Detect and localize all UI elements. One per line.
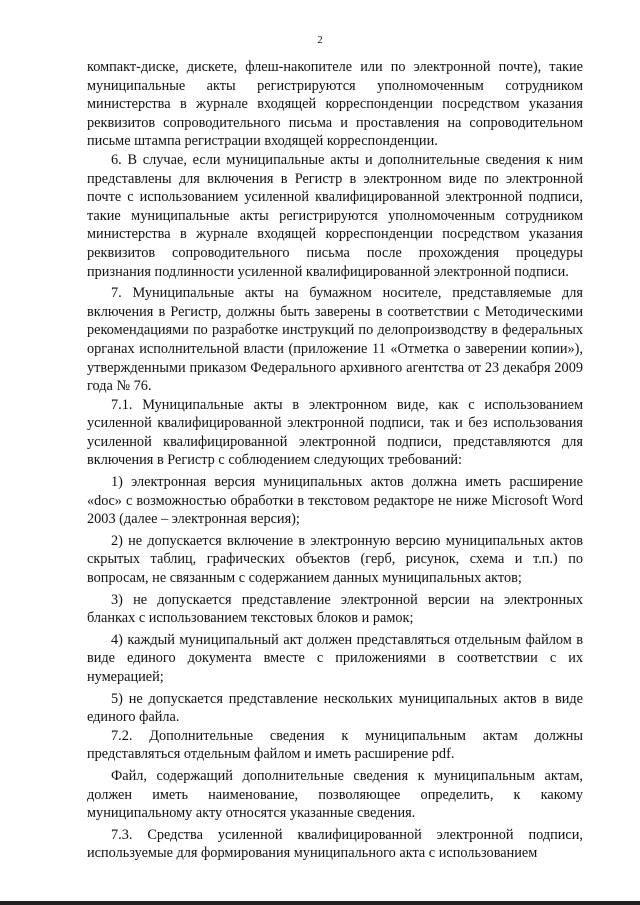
requirement-1: 1) электронная версия муниципальных актов должна иметь расширение «doc» с возможностью обработки в текстовом редакторе не ниже Microsoft Word 2003 (далее – электронная версия); [87,474,583,528]
paragraph-file-naming: Файл, содержащий дополнительные сведения к муниципальным актам, должен иметь наименование, позволяющее определить, к какому муниципальному акту относятся указанные сведения. [87,767,583,822]
requirement-5: 5) не допускается представление нескольких муниципальных актов в виде единого файла. [87,690,583,726]
paragraph-7: 7. Муниципальные акты на бумажном носителе, представляемые для включения в Регистр, должны быть заверены в соответствии с Методическими рекомендациями по разработке инструкций по делопроизводству в федеральных органах исполнительной власти (приложение 11 «Отметка о заверении копии»), утвержденными приказом Федерального архивного агентства от 23 декабря 2009 года № 76. [87,285,583,395]
requirement-2: 2) не допускается включение в электронную версию муниципальных актов скрытых таблиц, графических объектов (герб, рисунок, схема и т.п.) по вопросам, не связанным с содержанием данных муниципальных актов; [87,532,583,587]
requirement-3: 3) не допускается представление электронной версии на электронных бланках с использованием текстовых блоков и рамок; [87,591,583,627]
page-bottom-edge [0,901,640,905]
document-body [87,58,583,863]
paragraph-7-2: 7.2. Дополнительные сведения к муниципальным актам должны представляться отдельным файлом и иметь расширение pdf. [87,727,583,763]
requirement-4: 4) каждый муниципальный акт должен представляться отдельным файлом в виде единого документа вместе с приложениями в соответствии с их нумерацией; [87,631,583,685]
paragraph-7-1: 7.1. Муниципальные акты в электронном виде, как с использованием усиленной квалифицированной электронной подписи, так и без использования усиленной квалифицированной электронной подписи, представляются для включения в Регистр с соблюдением следующих требований: [87,396,583,469]
paragraph-7-3: 7.3. Средства усиленной квалифицированной электронной подписи, используемые для формирования муниципального акта с использованием [87,826,583,862]
page-number: 2 [317,34,323,46]
paragraph-6: 6. В случае, если муниципальные акты и дополнительные сведения к ним представлены для включения в Регистр в электронном виде по электронной почте с использованием усиленной квалифицированной электронной подписи, такие муниципальные акты регистрируются уполномоченным сотрудником министерства в журнале входящей корреспонденции посредством указания реквизитов сопроводительного письма после прохождения процедуры признания подлинности усиленной квалифицированной электронной подписи. [87,151,583,280]
paragraph-continuation: компакт-диске, дискете, флеш-накопителе или по электронной почте), такие муниципальные акты регистрируются уполномоченным сотрудником министерства в журнале входящей корреспонденции посредством указания реквизитов сопроводительного письма и проставления на сопроводительном письме штампа регистрации входящей корреспонденции. [87,59,583,150]
